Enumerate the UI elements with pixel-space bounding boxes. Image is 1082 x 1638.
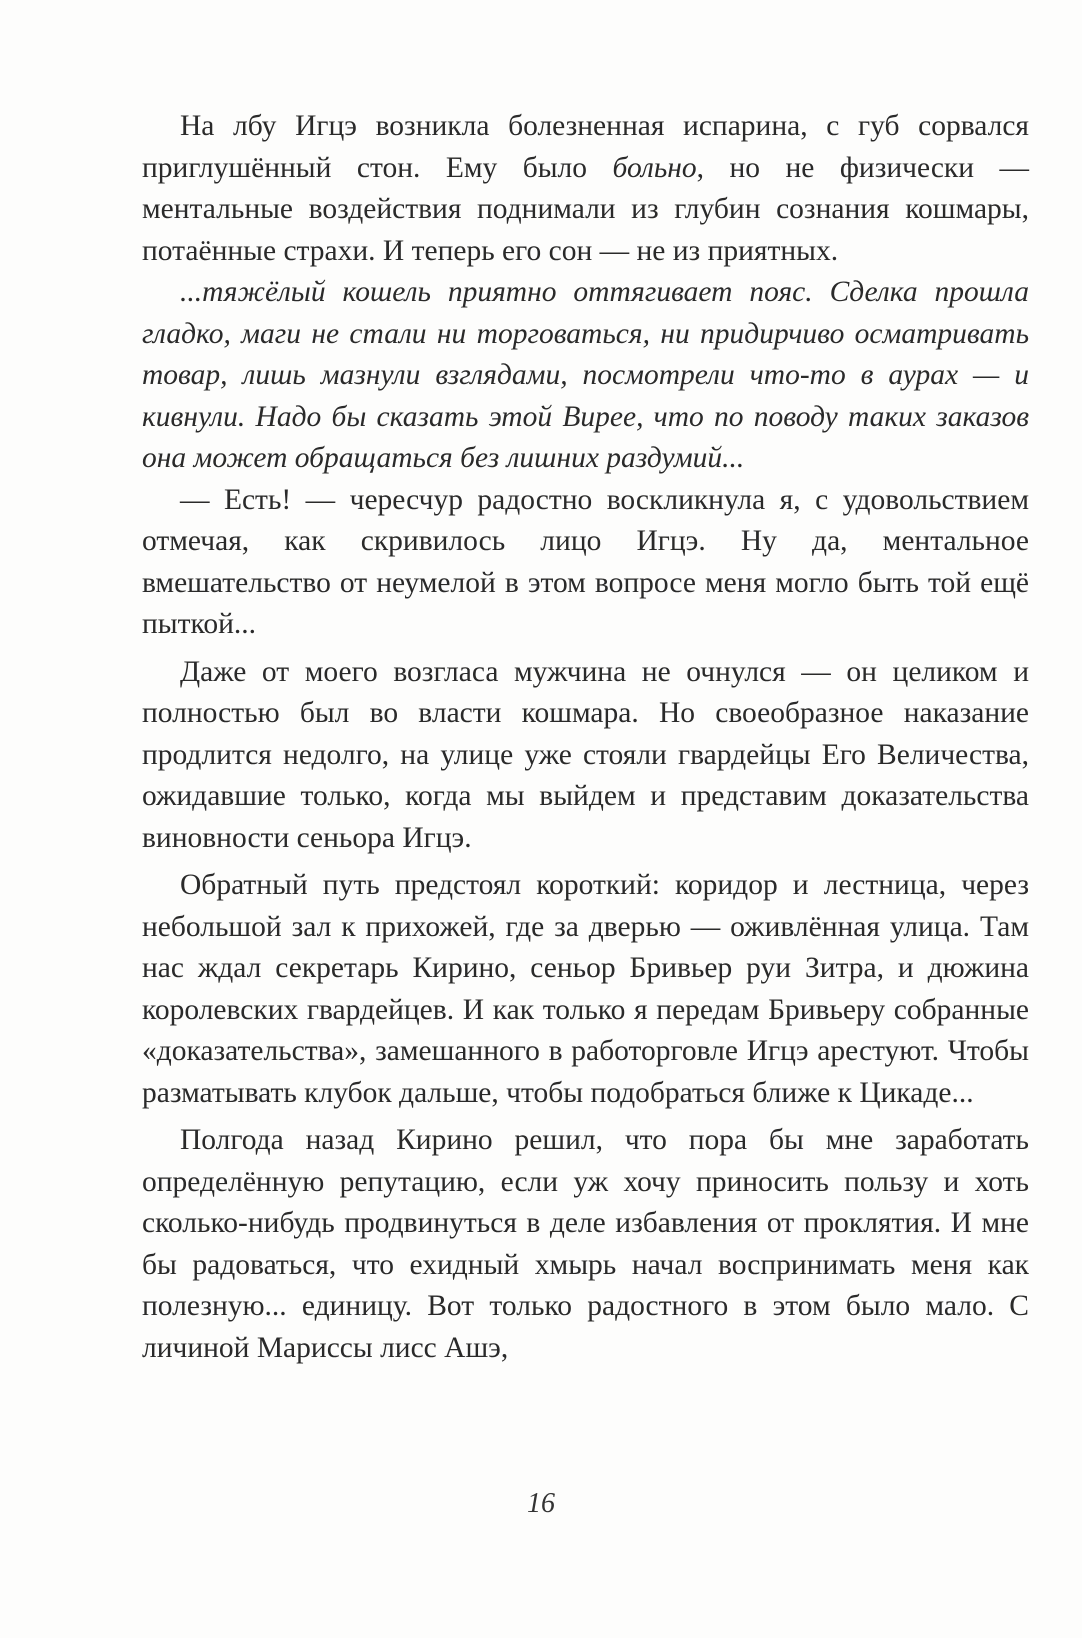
- text-span: На лбу Игцэ возникла болезненная испарина, с губ сорвался приглушённый стон. Ему было: [142, 110, 1029, 184]
- text-span: Даже от моего возгласа мужчина не очнулся — он целиком и полностью был во власти кошмара. Но своеобразное наказание продлится недолго, на улице уже стояли гвардейцы Его Величества, ожидавшие только, когда мы выйдем и представим доказательства виновности сеньора Игцэ.: [142, 655, 1029, 854]
- paragraph-4: [142, 652, 1029, 860]
- text-span: — Есть! — чересчур радостно воскликнула я, с удовольствием отмечая, как скривилось лицо Игцэ. Ну да, ментальное вмешательство от неумелой в этом вопросе меня могло быть той ещё пыткой...: [142, 483, 1029, 640]
- text-span: Полгода назад Кирино решил, что пора бы мне заработать определённую репутацию, если уж хочу приносить пользу и хоть сколько-нибудь продвинуться в деле избавления от проклятия. И мне бы радоваться, что ехидный хмырь начал воспринимать меня как полезную... единицу. Вот только радостного в этом было мало. С личиной Мариссы лисс Ашэ,: [142, 1124, 1029, 1364]
- paragraph-2-flashback: [142, 272, 1029, 480]
- page-number: 16: [527, 1488, 555, 1519]
- paragraph-3-dialogue: [142, 480, 1029, 646]
- text-span: ...тяжёлый кошель приятно оттягивает пояс. Сделка прошла гладко, маги не стали ни торговаться, ни придирчиво осматривать товар, лишь мазнули взглядами, посмотрели что-то в аурах — и кивнули. Надо бы сказать этой Вирее, что по поводу таких заказов она может обращаться без лишних раздумий...: [142, 276, 1029, 474]
- paragraph-1: [142, 106, 1029, 272]
- body-text: [142, 106, 1029, 1369]
- text-span: Обратный путь предстоял короткий: коридор и лестница, через небольшой зал к прихожей, где за дверью — оживлённая улица. Там нас ждал секретарь Кирино, сеньор Бривьер руи Зитра, и дюжина королевских гвардейцев. И как только я передам Бривьеру собранные «доказательства», замешанного в работорговле Игцэ арестуют. Чтобы разматывать клубок дальше, чтобы подобраться ближе к Цикаде...: [142, 869, 1029, 1109]
- emphasis-span: больно: [612, 151, 697, 184]
- text-span: , но не физически — ментальные воздействия поднимали из глубин сознания кошмары, потаённые страхи. И теперь его сон — не из приятных.: [142, 151, 1030, 267]
- paragraph-5: [142, 865, 1029, 1114]
- paragraph-6: [142, 1120, 1029, 1369]
